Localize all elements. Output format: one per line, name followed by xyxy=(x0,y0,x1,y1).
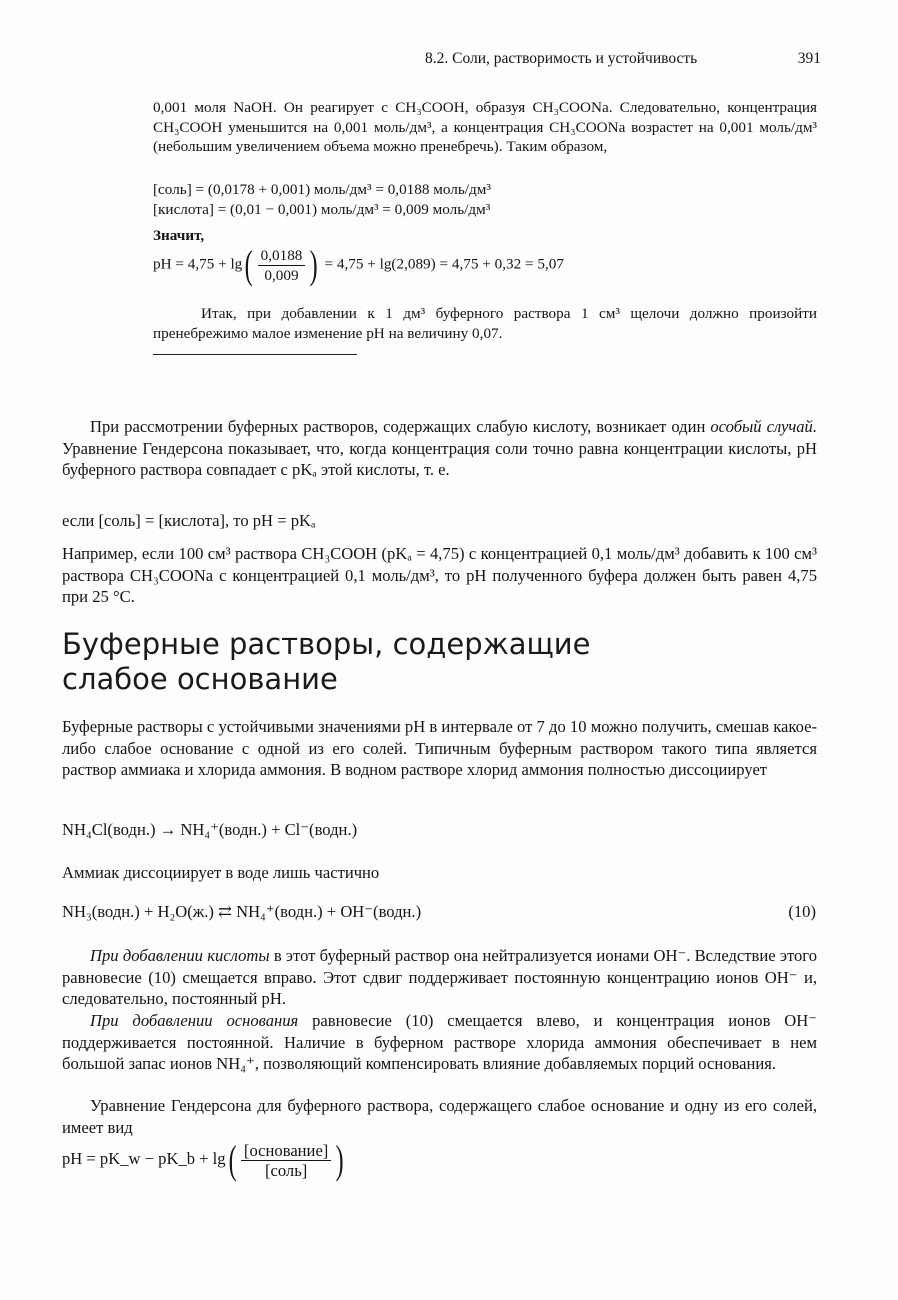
acid-addition-paragraph xyxy=(62,945,817,1010)
henderson-paragraph xyxy=(62,1095,817,1138)
acid-addition-emphasis: При добавлении кислоты xyxy=(90,946,270,965)
equal-concentration-line: если [соль] = [кислота], то pH = pKₐ xyxy=(62,511,316,530)
equation-number: (10) xyxy=(788,902,816,921)
base-addition-emphasis: При добавлении основания xyxy=(90,1011,299,1030)
left-paren: ( xyxy=(244,242,253,287)
example-paragraph: 0,001 моля NaOH. Он реагирует с CH₃COOH, образуя CH₃COONa. Следовательно, концентрация CH₃COOH уменьшится на 0,001 моль/дм³, а концентрация CH₃COONa возрастет на 0,001 моль/дм³ (небольшим увеличением объема можно пренебречь). Таким образом, xyxy=(153,99,817,155)
henderson-fraction xyxy=(241,1141,331,1180)
example-end-rule xyxy=(153,354,357,355)
section-heading-line-2: слабое основание xyxy=(62,662,338,696)
left-paren: ( xyxy=(228,1137,237,1182)
ammonia-equation: NH₃(водн.) + H₂O(ж.) ⇄ NH₄⁺(водн.) + OH⁻(водн.) xyxy=(62,902,422,921)
henderson-base-equation xyxy=(62,1137,347,1182)
right-paren: ) xyxy=(336,1137,345,1182)
special-case-emphasis: особый случай. xyxy=(710,417,817,436)
ph-denominator: 0,009 xyxy=(264,266,299,284)
nh4cl-equation: NH₄Cl(водн.) → NH₄⁺(водн.) + Cl⁻(водн.) xyxy=(62,820,358,839)
conclusion-paragraph: Итак, при добавлении к 1 дм³ буферного раствора 1 см³ щелочи должно произойти пренебрежимо малое изменение pH на величину 0,07. xyxy=(153,305,817,342)
intro-paragraph xyxy=(62,716,817,781)
salt-concentration-line: [соль] = (0,0178 + 0,001) моль/дм³ = 0,0188 моль/дм³ xyxy=(153,181,491,198)
acetate-example-text: Например, если 100 см³ раствора CH₃COOH (pKₐ = 4,75) с концентрацией 0,1 моль/дм³ добавить к 100 см³ раствора CH₃COONa с концентрацией 0,1 моль/дм³, то pH полученного буфера должен быть равен 4,75 при 25 °C. xyxy=(62,544,817,606)
intro-text: Буферные растворы с устойчивыми значениями pH в интервале от 7 до 10 можно получить, смешав какое-либо слабое основание с одной из его солей. Типичным буферным раствором такого типа является раствор аммиака и хлорида аммония. В водном растворе хлорид аммония полностью диссоциирует xyxy=(62,717,817,779)
therefore-label: Значит, xyxy=(153,227,205,244)
special-case-text-end: Уравнение Гендерсона показывает, что, когда концентрация соли точно равна концентрации кислоты, pH буферного раствора совпадает с pKₐ этой кислоты, т. е. xyxy=(62,438,817,479)
example-paragraph-main xyxy=(62,543,817,608)
ph-fraction xyxy=(258,246,306,285)
ammonia-sentence: Аммиак диссоциирует в воде лишь частично xyxy=(62,863,380,882)
page-number: 391 xyxy=(797,50,821,67)
ph-numerator: 0,0188 xyxy=(258,246,306,266)
ph-equation xyxy=(153,242,564,287)
ph-equation-rhs: = 4,75 + lg(2,089) = 4,75 + 0,32 = 5,07 xyxy=(324,255,564,273)
base-addition-text: равновесие (10) смещается влево, и концентрация ионов OH⁻ поддерживается постоянной. Наличие в буферном растворе хлорида аммония обеспечивает в нем большой запас ионов NH₄⁺, позволяющий компенсировать влияние добавляемых порций основания. xyxy=(62,1011,817,1073)
running-header xyxy=(425,50,821,68)
right-paren: ) xyxy=(310,242,319,287)
section-heading xyxy=(62,627,822,697)
base-addition-paragraph xyxy=(62,1010,817,1075)
henderson-lhs: pH = pK_w − pK_b + lg xyxy=(62,1148,226,1168)
henderson-denominator: [соль] xyxy=(264,1160,308,1180)
example-conclusion xyxy=(153,304,817,343)
special-case-text-start: При рассмотрении буферных растворов, содержащих слабую кислоту, возникает один xyxy=(90,417,711,436)
acid-addition-text: в этот буферный раствор она нейтрализуется ионами OH⁻. Вследствие этого равновесие (10) смещается вправо. Этот сдвиг поддерживает постоянную концентрацию ионов OH⁻ и, следовательно, постоянный pH. xyxy=(62,946,817,1008)
special-case-paragraph xyxy=(62,416,817,481)
section-title: 8.2. Соли, растворимость и устойчивость xyxy=(425,50,698,67)
example-text xyxy=(153,98,817,157)
ph-equation-lhs: pH = 4,75 + lg xyxy=(153,255,243,273)
henderson-numerator: [основание] xyxy=(241,1141,331,1161)
section-heading-line-1: Буферные растворы, содержащие xyxy=(62,627,591,661)
acid-concentration-line: [кислота] = (0,01 − 0,001) моль/дм³ = 0,009 моль/дм³ xyxy=(153,201,491,218)
henderson-text: Уравнение Гендерсона для буферного раствора, содержащего слабое основание и одну из его солей, имеет вид xyxy=(62,1096,817,1137)
